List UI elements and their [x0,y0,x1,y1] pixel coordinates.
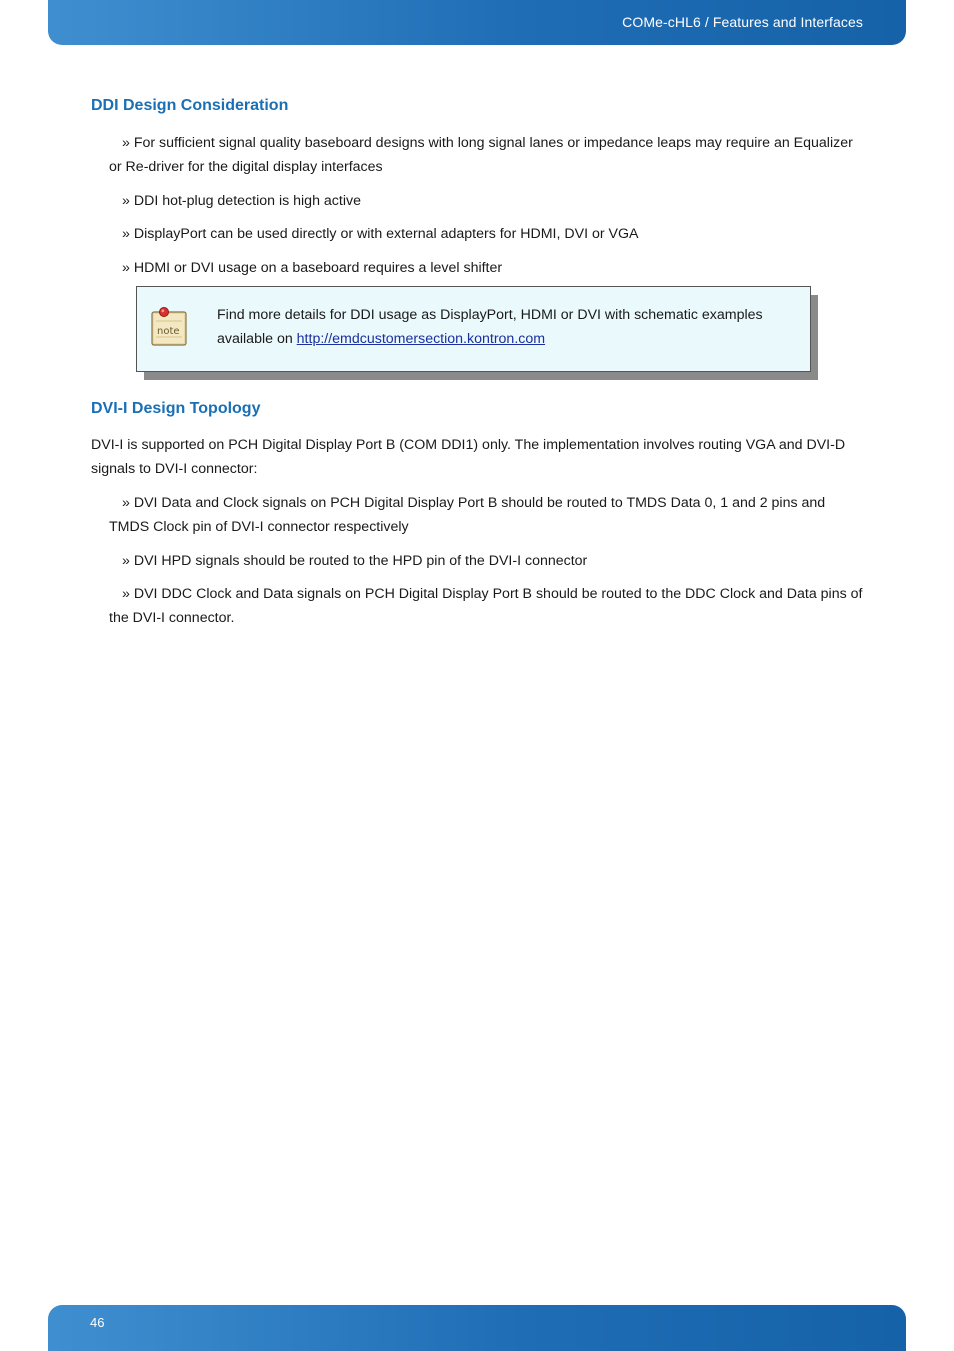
list-item: » DVI HPD signals should be routed to the HPD pin of the DVI-I connector [122,553,588,569]
list-item: » DVI DDC Clock and Data signals on PCH Digital Display Port B should be routed to the DDC Clock and Data pins of the DVI-I connector. [109,586,863,626]
list-item: » DisplayPort can be used directly or with external adapters for HDMI, DVI or VGA [122,226,639,242]
page-footer [48,1305,906,1351]
section-intro: DVI-I is supported on PCH Digital Display Port B (COM DDI1) only. The implementation involves routing VGA and DVI-D signals to DVI-I connector: [91,437,846,477]
page-header [48,0,906,45]
list-item: » For sufficient signal quality baseboard designs with long signal lanes or impedance leaps may require an Equalizer or Re-driver for the digital display interfaces [109,135,853,175]
svg-text:note: note [157,326,180,337]
note-text: Find more details for DDI usage as DisplayPort, HDMI or DVI with schematic examples available on http://emdcustomersection.kontron.com [217,307,763,347]
page-number: 46 [90,1315,105,1330]
section-heading-ddi: DDI Design Consideration [91,97,289,114]
list-item: » DVI Data and Clock signals on PCH Digital Display Port B should be routed to TMDS Data 0, 1 and 2 pins and TMDS Clock pin of DVI-I connector respectively [109,495,826,535]
section-heading-dvi-i: DVI-I Design Topology [91,400,261,417]
list-item: » HDMI or DVI usage on a baseboard requires a level shifter [122,260,503,276]
customer-section-link[interactable]: http://emdcustomersection.kontron.com [296,331,546,347]
list-item: » DDI hot-plug detection is high active [122,193,361,209]
header-title: COMe-cHL6 / Features and Interfaces [622,14,863,30]
note-icon [150,307,190,349]
note-box [136,286,811,372]
